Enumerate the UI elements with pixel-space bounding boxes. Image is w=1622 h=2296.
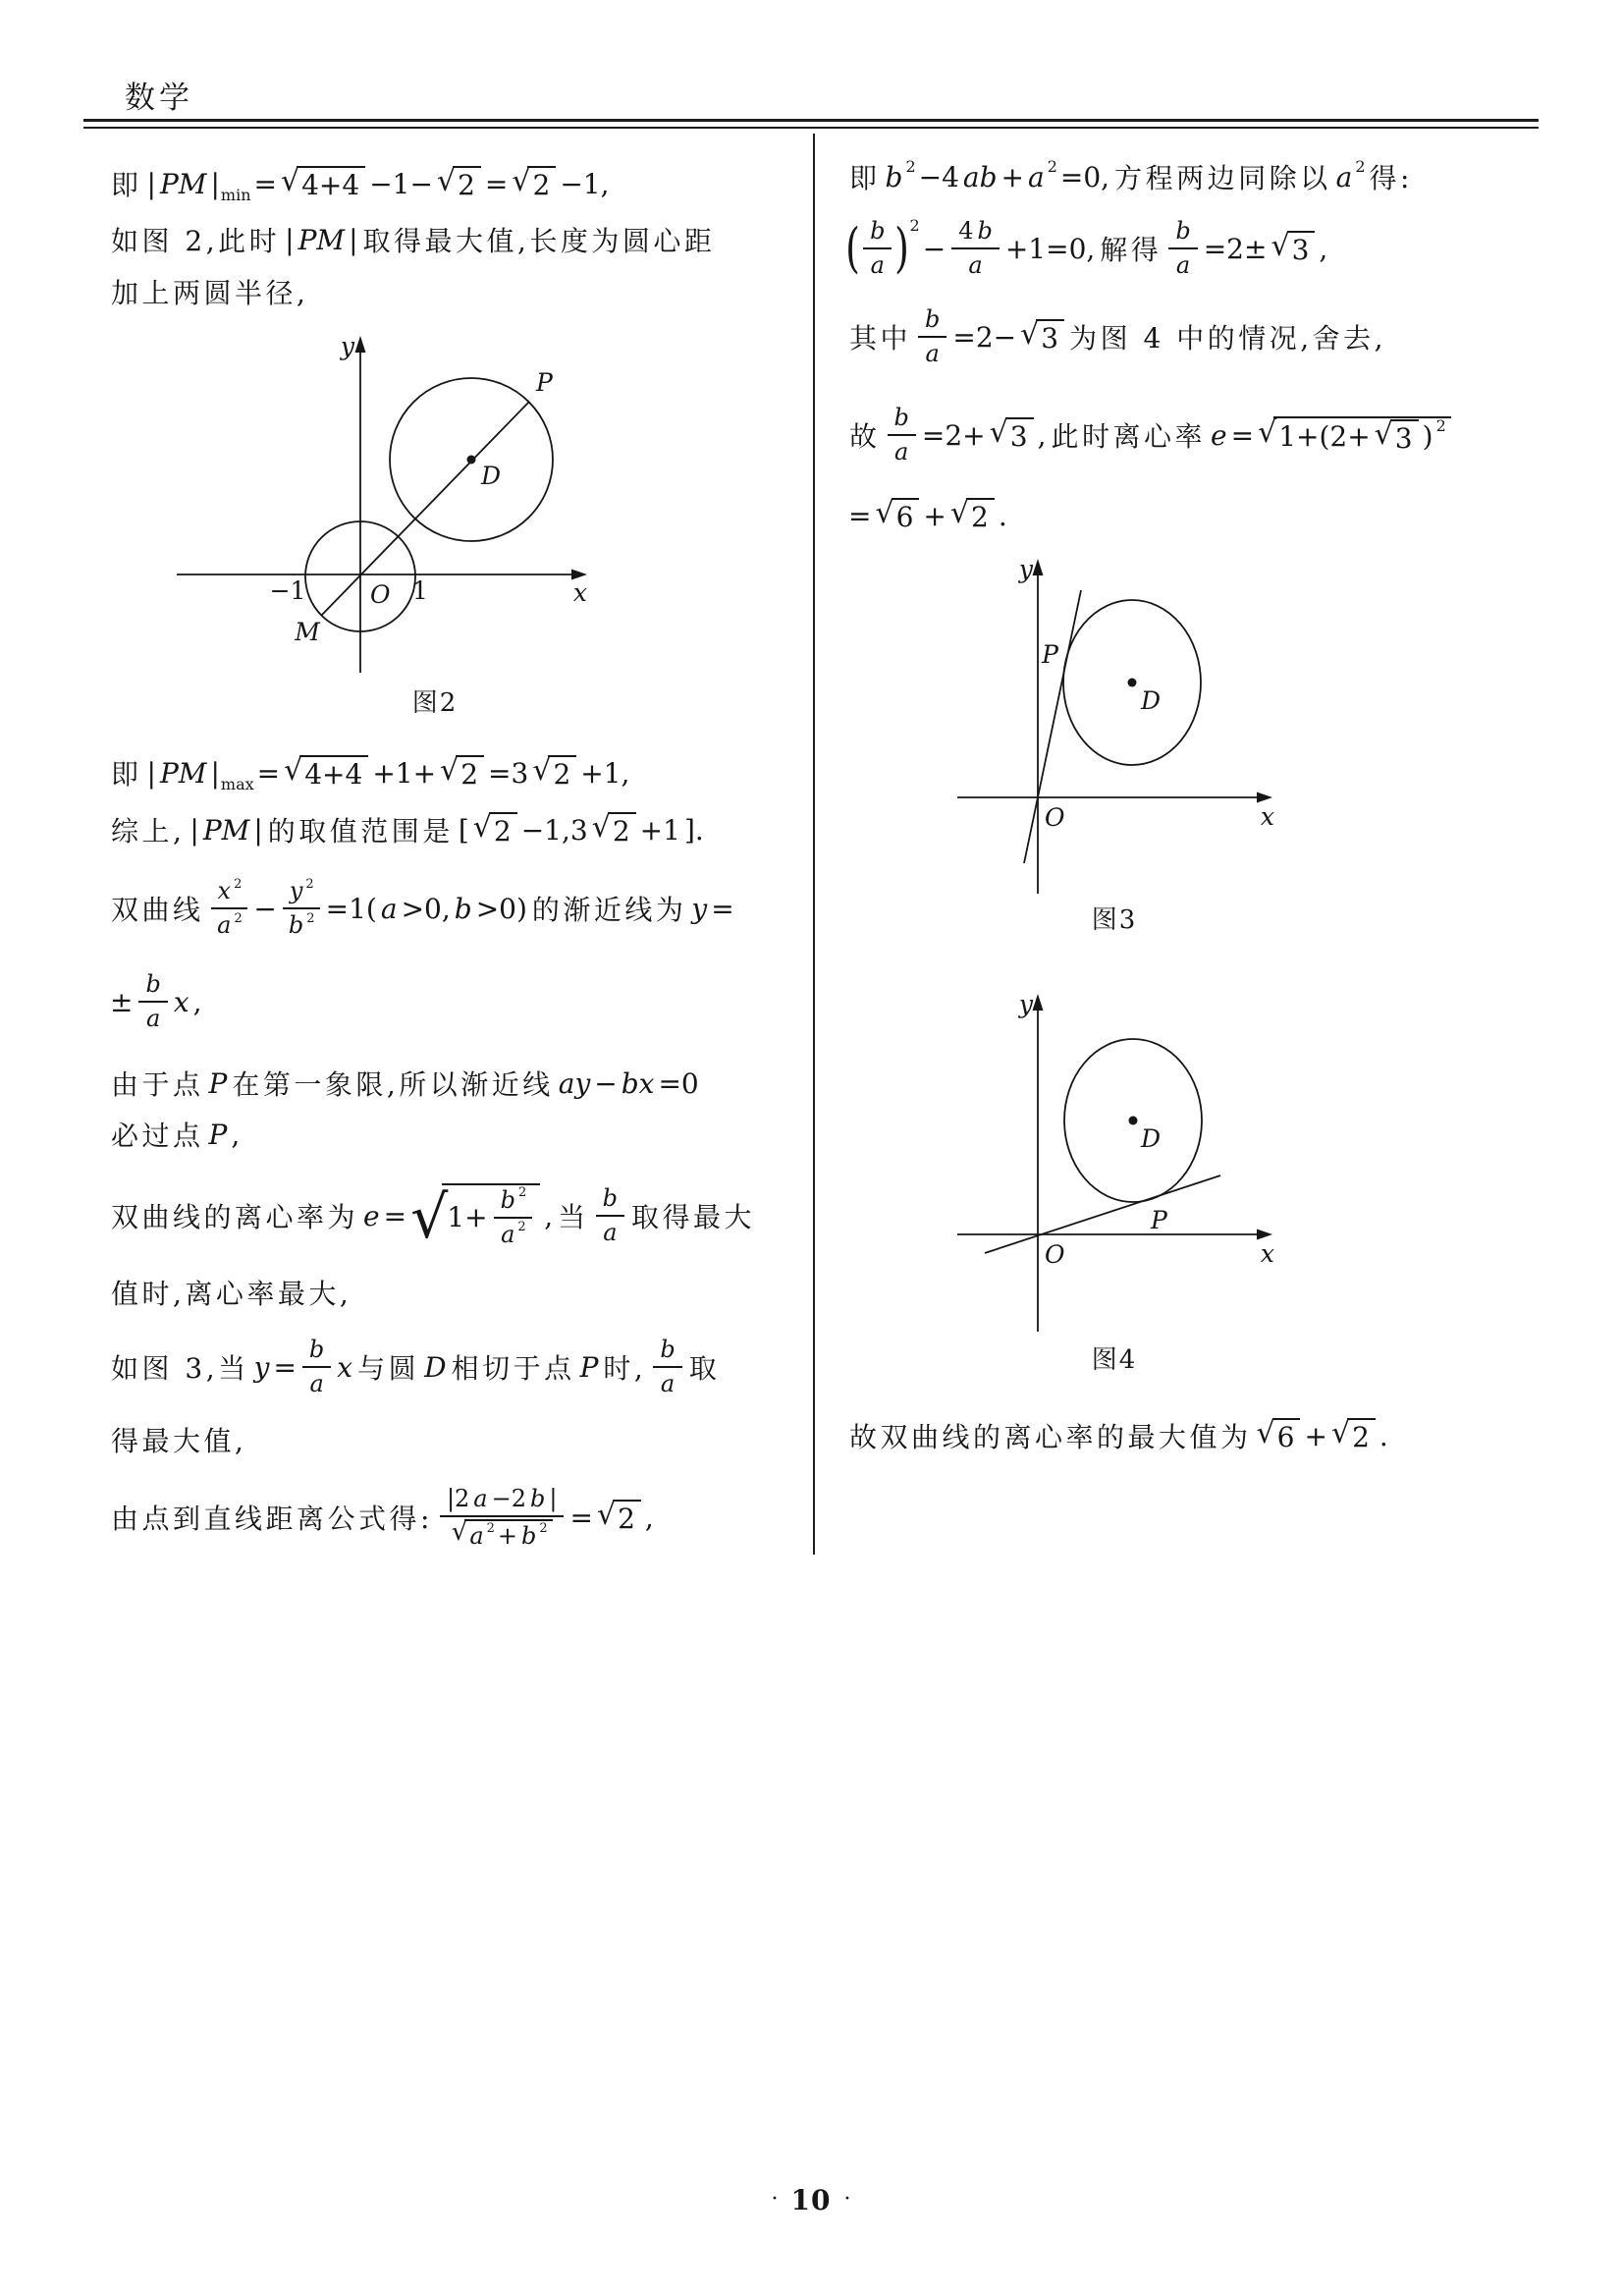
fig3-point-p-label: P xyxy=(1042,640,1058,669)
line-pm-ba-x: ± $\frac{b}{a}$ x , xyxy=(110,970,202,1032)
fig4-point-p-label: P xyxy=(1151,1206,1167,1234)
fig2-x-axis-label: x xyxy=(572,578,587,607)
line-ecc-max: 值时,离心率最大, xyxy=(111,1278,352,1310)
fig3-center-d-dot xyxy=(1128,679,1137,687)
fig3-x-axis-label: x xyxy=(1260,802,1274,831)
page-number-right-dot: · xyxy=(843,2187,851,2212)
fig2-y-axis-arrow-icon xyxy=(355,336,366,353)
line-solve-ba: ( $\frac{b}{a}$ ) 2 − 4 b a +1=0, 解得 $\frac{b}{a}$ =2± √ 3 , xyxy=(845,215,1328,279)
fig3-x-axis-arrow-icon xyxy=(1257,793,1272,803)
line-ecc-result: = √ 6 + √ 2 . xyxy=(848,496,1007,533)
line-reject-case: 其中 $\frac{b}{a}$ =2− √ 3 为图 4 中的情况,舍去, xyxy=(849,305,1387,367)
fig4-origin-label: O xyxy=(1045,1240,1065,1269)
fig4-y-axis-arrow-icon xyxy=(1033,994,1044,1011)
figure-3-caption: 图3 xyxy=(1091,905,1138,935)
line-eccentricity-def: 双曲线的离心率为 e = √ 1+ b 2 a 2 , 当 $\frac{b}{a}$ 取得最大 xyxy=(111,1183,756,1252)
line-pm-min-formula: 即 | PM | min = √ 4+4 −1− √ 2 = √ 2 −1, xyxy=(111,164,610,204)
line-first-quadrant: 由于点 P 在第一象限,所以渐近线 ay − bx =0 xyxy=(111,1066,699,1101)
fig3-center-d-label: D xyxy=(1141,686,1162,715)
fig2-y-axis-label: y xyxy=(340,334,354,360)
line-pm-max-formula: 即 | PM | max = √ 4+4 +1+ √ 2 =3 √ 2 +1, xyxy=(111,753,630,793)
fig2-center-d-label: D xyxy=(481,462,502,490)
fig2-tick-1: 1 xyxy=(412,576,428,605)
fig2-point-m-label: M xyxy=(295,618,320,646)
fig3-y-axis-label: y xyxy=(1018,555,1033,583)
line-fig2-intro: 如图 2,此时 | PM | 取得最大值,长度为圆心距 xyxy=(111,223,716,257)
line-radius-sum: 加上两圆半径, xyxy=(111,277,309,309)
fig4-x-axis-arrow-icon xyxy=(1257,1230,1272,1240)
figure-2-diagram xyxy=(167,334,589,678)
fig4-center-d-dot xyxy=(1129,1117,1138,1125)
fig2-tick-neg1: −1 xyxy=(269,576,306,605)
figure-4-diagram xyxy=(943,990,1286,1339)
page-number-value: 10 xyxy=(790,2184,832,2216)
fig4-y-axis-label: y xyxy=(1018,990,1033,1018)
figure-3-diagram xyxy=(943,555,1286,903)
fig4-center-d-label: D xyxy=(1141,1124,1162,1153)
figure-2-caption: 图2 xyxy=(411,688,459,718)
fig2-center-d-dot xyxy=(467,456,476,465)
line-distance-formula: 由点到直线距离公式得: |2 a −2 b | √ a 2 + b 2 = √ 2 , xyxy=(111,1484,654,1550)
page-header-title: 数学 xyxy=(125,81,193,116)
fig3-y-axis-arrow-icon xyxy=(1033,559,1044,575)
page-number xyxy=(0,2184,1622,2216)
line-max-value: 得最大值, xyxy=(111,1425,247,1457)
column-divider-line xyxy=(813,134,815,1555)
line-pm-range: 综上, | PM | 的取值范围是 [ √ 2 −1,3 √ 2 +1 ]. xyxy=(111,810,704,847)
line-ecc-compute: 故 $\frac{b}{a}$ =2+ √ 3 , 此时离心率 e = √ 1+(2+ √ 3 ) 2 xyxy=(846,393,1453,477)
line-final-answer: 故双曲线的离心率的最大值为 √ 6 + √ 2 . xyxy=(849,1416,1388,1453)
line-fig3-tangent: 如图 3,当 y = $\frac{b}{a}$ x 与圆 D 相切于点 P 时, $\frac{b}{a}$ 取 xyxy=(111,1336,721,1397)
line-through-p: 必过点 P , xyxy=(111,1118,241,1152)
line-hyperbola-asymptote: 双曲线 x 2 a 2 − y 2 b 2 =1( a >0, b >0) 的渐近线为 y = xyxy=(111,876,734,939)
fig2-origin-label: O xyxy=(370,580,391,609)
line-quadratic-eq: 即 b 2 −4 ab + a 2 =0, 方程两边同除以 a 2 得: xyxy=(849,156,1413,194)
page-number-left-dot: · xyxy=(771,2187,779,2212)
fig3-origin-label: O xyxy=(1045,803,1065,832)
fig4-tangent-line xyxy=(985,1175,1220,1253)
header-double-rule xyxy=(83,119,1539,129)
figure-4-caption: 图4 xyxy=(1091,1345,1138,1375)
fig2-point-p-label: P xyxy=(536,368,553,397)
fig4-x-axis-label: x xyxy=(1260,1239,1274,1268)
